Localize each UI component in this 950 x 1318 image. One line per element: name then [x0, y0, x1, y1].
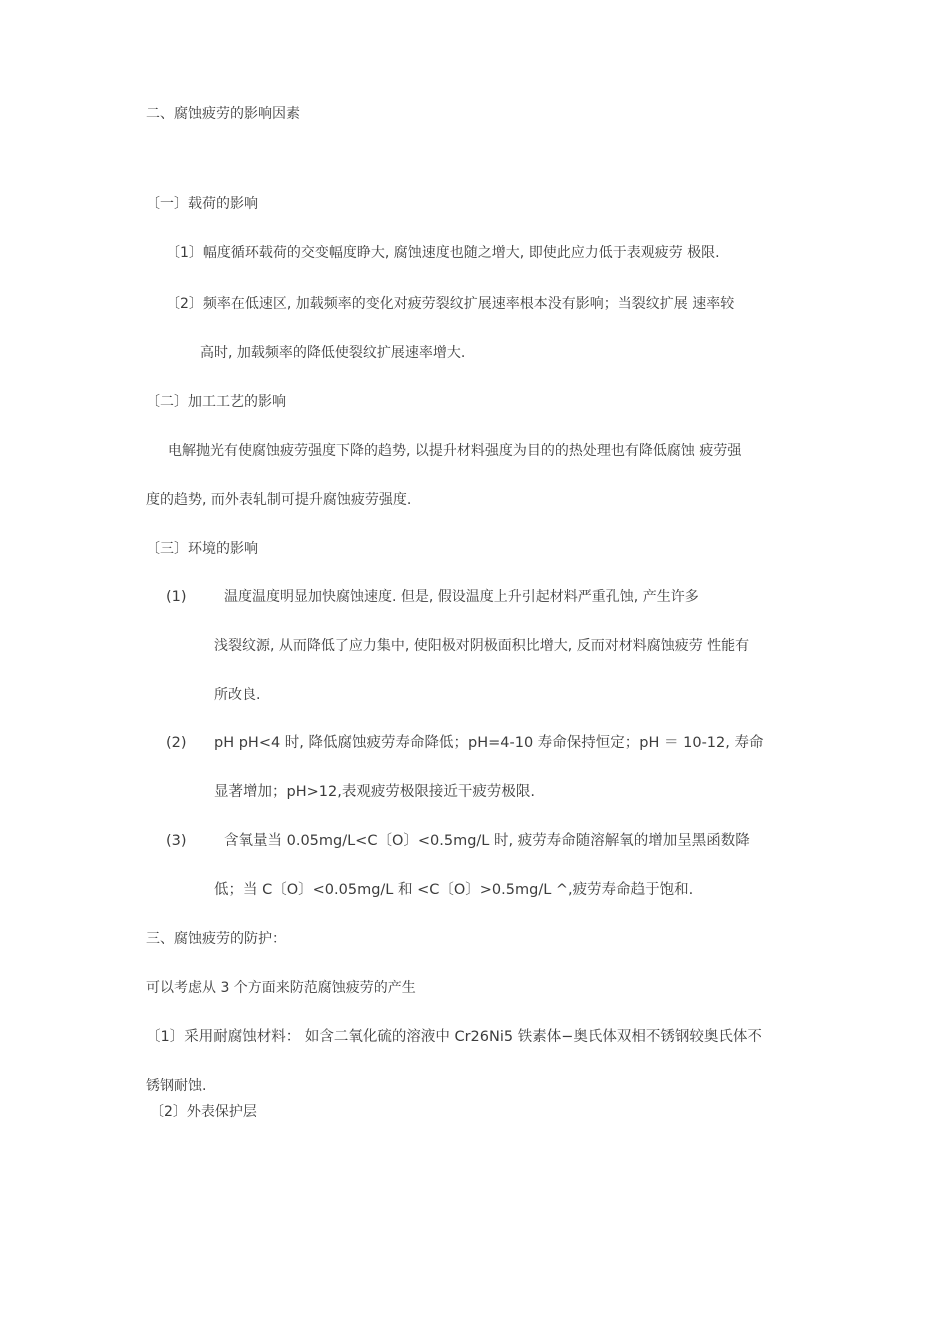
protection-item-1-line-2: 锈钢耐蚀.: [146, 1078, 207, 1094]
section-3-heading: 三、腐蚀疲劳的防护：: [146, 931, 286, 947]
load-frequency-line-2: 高时, 加载频率的降低使裂纹扩展速率增大.: [200, 345, 466, 361]
load-amplitude-paragraph: 〔1〕幅度循环载荷的交变幅度睁大, 腐蚀速度也随之增大, 即使此应力低于表观疲劳 极限.: [166, 245, 720, 261]
process-paragraph-line-1: 电解抛光有使腐蚀疲劳强度下降的趋势, 以提升材料强度为目的的热处理也有降低腐蚀 疲劳强: [168, 443, 742, 459]
env-item-3-line-2: 低；当 C〔O〕<0.05mg/L 和 <C〔O〕>0.5mg/L ^,疲劳寿命趋于饱和.: [214, 882, 694, 898]
env-item-1-number: (1): [166, 589, 187, 605]
env-item-1-line-3: 所改良.: [214, 687, 261, 703]
env-item-1-line-1: 温度温度明显加快腐蚀速度. 但是, 假设温度上升引起材料严重孔蚀, 产生许多: [224, 589, 699, 605]
subsection-load-heading: 〔一〕载荷的影响: [146, 196, 258, 212]
protection-intro: 可以考虑从 3 个方面来防范腐蚀疲劳的产生: [146, 980, 416, 996]
section-2-heading: 二、腐蚀疲劳的影响因素: [146, 106, 300, 122]
subsection-process-heading: 〔二〕加工工艺的影响: [146, 394, 286, 410]
load-frequency-line-1: 〔2〕频率在低速区, 加载频率的变化对疲劳裂纹扩展速率根本没有影响；当裂纹扩展 速率较: [166, 296, 735, 312]
env-item-1-line-2: 浅裂纹源, 从而降低了应力集中, 使阳极对阴极面积比增大, 反而对材料腐蚀疲劳 性能有: [214, 638, 750, 654]
process-paragraph-line-2: 度的趋势, 而外表轧制可提升腐蚀疲劳强度.: [146, 492, 412, 508]
protection-item-1-line-1: 〔1〕采用耐腐蚀材料： 如含二氧化硫的溶液中 Cr26Ni5 铁素体−奥氏体双相不锈钢较奥氏体不: [146, 1029, 762, 1045]
env-item-3-line-1: 含氧量当 0.05mg/L<C〔O〕<0.5mg/L 时, 疲劳寿命随溶解氧的增加呈黑函数降: [224, 833, 750, 849]
env-item-2-line-2: 显著增加；pH>12,表观疲劳极限接近干疲劳极限.: [214, 784, 535, 800]
subsection-environment-heading: 〔三〕环境的影响: [146, 541, 258, 557]
protection-item-2: 〔2〕外表保护层: [150, 1104, 257, 1120]
env-item-3-number: (3): [166, 833, 187, 849]
env-item-2-number: (2): [166, 735, 187, 751]
env-item-2-line-1: pH pH<4 时, 降低腐蚀疲劳寿命降低；pH=4-10 寿命保持恒定；pH ＝ 10-12, 寿命: [214, 735, 764, 751]
